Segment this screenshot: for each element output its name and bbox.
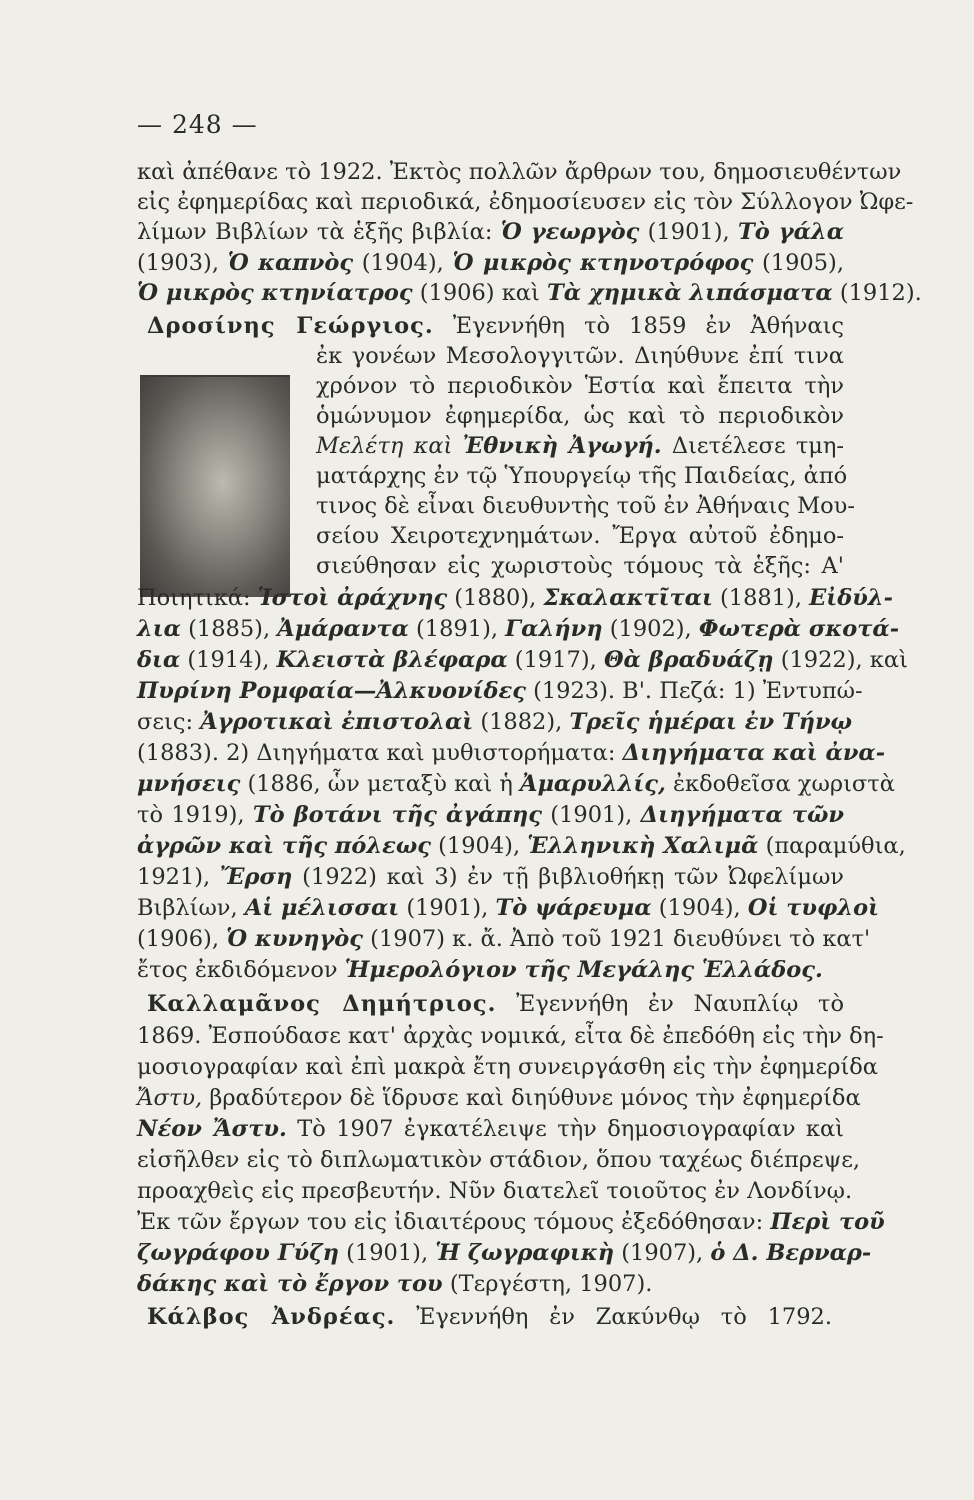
text-line-34: προαχθεὶς εἰς πρεσβευτήν. Νῦν διατελεῖ τοιοῦτος ἐν Λονδίνῳ. — [137, 1178, 853, 1204]
text-line-3: λίμων Βιβλίων τὰ ἑξῆς βιβλία: Ὁ γεωργὸς (1901), Τὸ γάλα — [137, 219, 845, 245]
text-line-2: εἰς ἐφημερίδας καὶ περιοδικά, ἐδημοσίευσεν εἰς τὸν Σύλλογον Ὠφε- — [137, 189, 914, 215]
text-line-12: τινος δὲ εἶναι διευθυντὴς τοῦ ἐν Ἀθήναις Μου- — [316, 493, 855, 519]
text-line-37: δάκης καὶ τὸ ἔργον του (Τεργέστη, 1907). — [137, 1271, 653, 1297]
text-line-9: ὁμώνυμον ἐφημερίδα, ὡς καὶ τὸ περιοδικὸν — [316, 403, 844, 429]
text-line-23: ἀγρῶν καὶ τῆς πόλεως (1904), Ἑλληνικὴ Χαλιμᾶ (παραμύθια, — [137, 833, 906, 859]
entry-kalvos-heading: Κάλβος Ἀνδρέας. Ἐγεννήθη ἐν Ζακύνθῳ τὸ 1792. — [147, 1304, 832, 1330]
text-line-7: ἐκ γονέων Μεσολογγιτῶν. Διηύθυνε ἐπί τινα — [316, 343, 844, 369]
text-line-36: ζωγράφου Γύζη (1901), Ἡ ζωγραφικὴ (1907), ὁ Δ. Βερναρ- — [137, 1240, 872, 1266]
entry-drosinis-heading: Δροσίνης Γεώργιος. Ἐγεννήθη τὸ 1859 ἐν Ἀθήναις — [147, 313, 844, 339]
text-line-5: Ὁ μικρὸς κτηνίατρος (1906) καὶ Τὰ χημικὰ λιπάσματα (1912). — [137, 280, 922, 306]
text-line-18: Πυρίνη Ρομφαία—Ἀλκυονίδες (1923). Β'. Πεζά: 1) Ἐντυπώ- — [137, 678, 863, 704]
text-line-17: δια (1914), Κλειστὰ βλέφαρα (1917), Θὰ βραδυάζῃ (1922), καὶ — [137, 647, 908, 673]
text-line-25: Βιβλίων, Αἱ μέλισσαι (1901), Τὸ ψάρευμα (1904), Οἱ τυφλοὶ — [137, 895, 879, 921]
text-line-29: 1869. Ἐσπούδασε κατ' ἀρχὰς νομικά, εἶτα δὲ ἐπεδόθη εἰς τὴν δη- — [137, 1023, 884, 1049]
text-line-24: 1921), Ἔρση (1922) καὶ 3) ἐν τῇ βιβλιοθήκῃ τῶν Ὠφελίμων — [137, 864, 844, 890]
text-line-8: χρόνον τὸ περιοδικὸν Ἑστία καὶ ἔπειτα τὴν — [316, 373, 844, 399]
text-line-21: μνήσεις (1886, ὧν μεταξὺ καὶ ἡ Ἀμαρυλλίς, ἐκδοθεῖσα χωριστὰ — [137, 771, 895, 797]
author-portrait — [140, 375, 290, 597]
text-line-19: σεις: Ἀγροτικαὶ ἐπιστολαὶ (1882), Τρεῖς ἡμέραι ἐν Τήνῳ — [137, 709, 853, 735]
text-line-20: (1883). 2) Διηγήματα καὶ μυθιστορήματα: Διηγήματα καὶ ἀνα- — [137, 740, 886, 766]
text-line-35: Ἐκ τῶν ἔργων του εἰς ἰδιαιτέρους τόμους ἐξεδόθησαν: Περὶ τοῦ — [137, 1209, 885, 1235]
text-line-15: Ποιητικά: Ἱστοὶ ἀράχνης (1880), Σκαλακτῖται (1881), Εἰδύλ- — [137, 585, 893, 611]
text-line-1: καὶ ἀπέθανε τὸ 1922. Ἐκτὸς πολλῶν ἄρθρων του, δημοσιευθέντων — [137, 159, 902, 185]
text-line-13: σείου Χειροτεχνημάτων. Ἔργα αὐτοῦ ἐδημο- — [316, 523, 844, 549]
text-line-11: ματάρχης ἐν τῷ Ὑπουργείῳ τῆς Παιδείας, ἀπό — [316, 463, 848, 489]
text-line-10: Μελέτη καὶ Ἐθνικὴ Ἀγωγή. Διετέλεσε τμη- — [316, 433, 844, 459]
text-line-27: ἔτος ἐκδιδόμενον Ἡμερολόγιον τῆς Μεγάλης Ἑλλάδος. — [137, 957, 823, 983]
text-line-33: εἰσῆλθεν εἰς τὸ διπλωματικὸν στάδιον, ὅπου ταχέως διέπρεψε, — [137, 1147, 861, 1173]
text-line-32: Νέον Ἄστυ. Τὸ 1907 ἐγκατέλειψε τὴν δημοσιογραφίαν καὶ — [137, 1116, 844, 1142]
text-line-14: σιεύθησαν εἰς χωριστοὺς τόμους τὰ ἑξῆς: Α' — [316, 553, 844, 579]
text-line-22: τὸ 1919), Τὸ βοτάνι τῆς ἀγάπης (1901), Διηγήματα τῶν — [137, 802, 845, 828]
text-line-4: (1903), Ὁ καπνὸς (1904), Ὁ μικρὸς κτηνοτρόφος (1905), — [137, 250, 844, 276]
text-line-16: λια (1885), Ἀμάραντα (1891), Γαλήνη (1902), Φωτερὰ σκοτά- — [137, 616, 900, 642]
text-line-31: Ἄστυ, βραδύτερον δὲ ἵδρυσε καὶ διηύθυνε μόνος τὴν ἐφημερίδα — [137, 1085, 861, 1111]
page-number: — 248 — — [137, 110, 258, 139]
text-line-30: μοσιογραφίαν καὶ ἐπὶ μακρὰ ἔτη συνειργάσθη εἰς τὴν ἐφημερίδα — [137, 1054, 879, 1080]
text-line-26: (1906), Ὁ κυνηγὸς (1907) κ. ἄ. Ἀπὸ τοῦ 1921 διευθύνει τὸ κατ' — [137, 926, 871, 952]
entry-kallamanos-heading: Καλλαμᾶνος Δημήτριος. Ἐγεννήθη ἐν Ναυπλίῳ τὸ — [147, 991, 845, 1017]
